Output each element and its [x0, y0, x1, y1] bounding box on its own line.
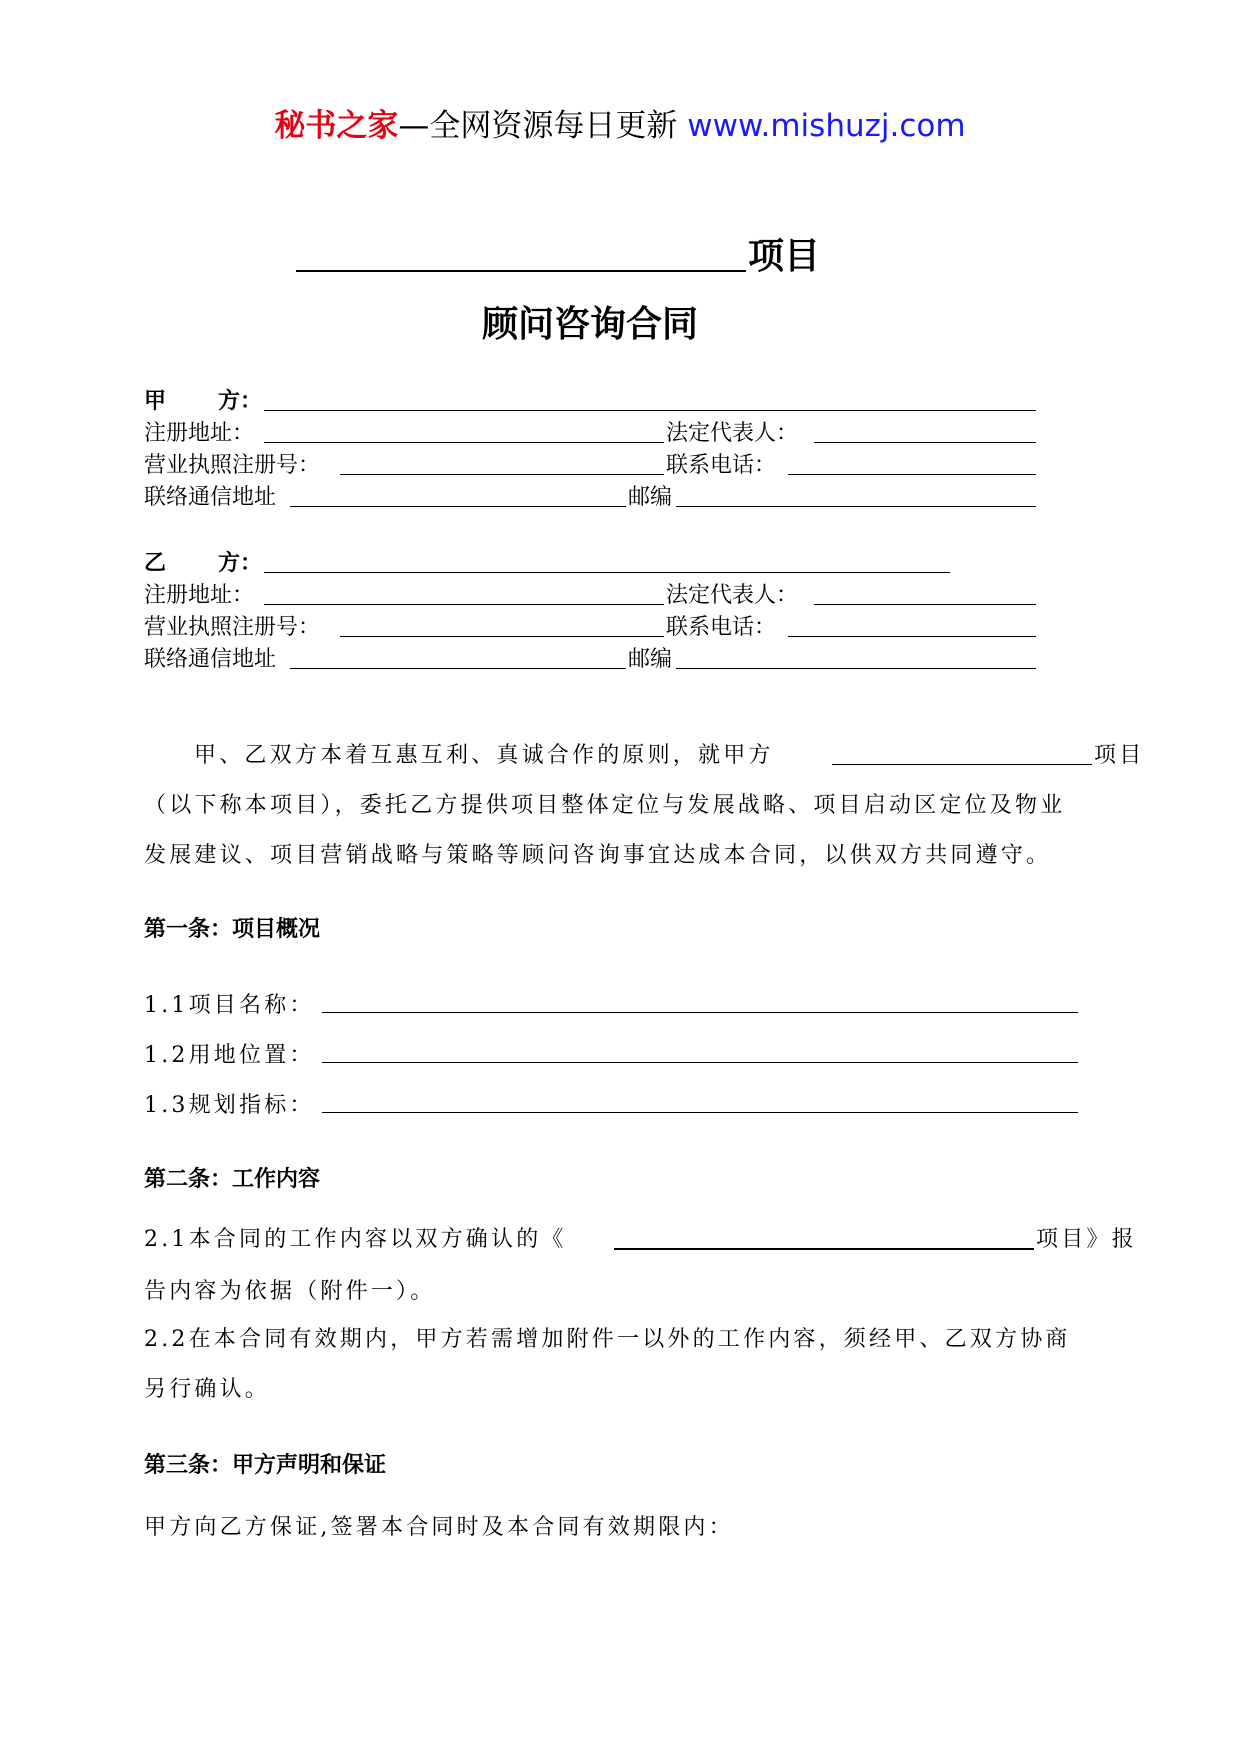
article1-planning-blank [322, 1112, 1078, 1113]
party-b-license-blank [340, 636, 664, 637]
party-b-mail-address-label: 联络通信地址 [144, 647, 277, 672]
party-a-mail-address-label: 联络通信地址 [144, 485, 277, 510]
party-b-postcode-blank [676, 668, 1036, 669]
party-b-reg-address-label: 注册地址： [144, 583, 255, 608]
party-a-phone-label: 联系电话： [666, 453, 777, 478]
party-b-license-label: 营业执照注册号： [144, 615, 321, 640]
article2-p1-start: 2.1本合同的工作内容以双方确认的《 [144, 1227, 567, 1252]
party-b-name-blank [264, 572, 950, 573]
title-line1-suffix: 项目 [748, 236, 821, 277]
banner-slogan: —全网资源每日更新 [398, 108, 678, 144]
article2-p2-line1: 2.2在本合同有效期内，甲方若需增加附件一以外的工作内容，须经甲、乙双方协商 [144, 1327, 1071, 1352]
article1-name-blank [322, 1012, 1078, 1013]
party-a-postcode-blank [676, 506, 1036, 507]
intro-line2: （以下称本项目），委托乙方提供项目整体定位与发展战略、项目启动区定位及物业 [144, 793, 1066, 818]
intro-line1-end: 项目 [1094, 743, 1145, 768]
site-banner [0, 100, 1240, 145]
party-b-phone-blank [788, 636, 1036, 637]
party-a-license-label: 营业执照注册号： [144, 453, 321, 478]
intro-line3: 发展建议、项目营销战略与策略等顾问咨询事宜达成本合同，以供双方共同遵守。 [144, 843, 1052, 868]
party-a-legal-rep-label: 法定代表人： [666, 421, 799, 446]
party-b-postcode-label: 邮编 [628, 647, 673, 672]
party-a-license-blank [340, 474, 664, 475]
party-a-reg-address-blank [264, 442, 664, 443]
intro-line1-start: 甲、乙双方本着互惠互利、真诚合作的原则，就甲方 [194, 743, 774, 768]
article2-p2-line2: 另行确认。 [144, 1377, 271, 1402]
party-b-label-char2: 方： [218, 550, 263, 576]
page-title: 顾问咨询合同 [482, 304, 699, 345]
party-a-name-blank [264, 410, 1036, 411]
article3-heading: 第三条：甲方声明和保证 [144, 1453, 387, 1478]
article2-report-blank [614, 1248, 1034, 1250]
party-b-reg-address-blank [264, 604, 664, 605]
party-b-legal-rep-label: 法定代表人： [666, 583, 799, 608]
party-a-legal-rep-blank [814, 442, 1036, 443]
article1-location-blank [322, 1062, 1078, 1063]
article1-item-name: 1.1项目名称： [144, 993, 315, 1018]
intro-project-blank [832, 764, 1092, 765]
banner-url-link[interactable]: www.mishuzj.com [687, 108, 966, 144]
banner-brand: 秘书之家 [274, 108, 399, 144]
title-project-blank [296, 270, 746, 272]
article3-p1: 甲方向乙方保证,签署本合同时及本合同有效期限内： [144, 1515, 734, 1540]
party-b-phone-label: 联系电话： [666, 615, 777, 640]
party-a-label-char1: 甲 [144, 388, 167, 414]
article1-item-planning: 1.3规划指标： [144, 1093, 315, 1118]
party-a-postcode-label: 邮编 [628, 485, 673, 510]
party-a-mail-address-blank [290, 506, 626, 507]
party-b-mail-address-blank [290, 668, 626, 669]
article2-p1-line2: 告内容为依据（附件一）。 [144, 1279, 436, 1304]
article2-heading: 第二条：工作内容 [144, 1167, 321, 1192]
party-a-phone-blank [788, 474, 1036, 475]
party-b-label-char1: 乙 [144, 550, 167, 576]
party-b-legal-rep-blank [814, 604, 1036, 605]
article1-heading: 第一条：项目概况 [144, 917, 321, 942]
article1-item-location: 1.2用地位置： [144, 1043, 315, 1068]
party-a-reg-address-label: 注册地址： [144, 421, 255, 446]
party-a-label-char2: 方： [218, 388, 263, 414]
article2-p1-end: 项目》报 [1036, 1227, 1137, 1252]
